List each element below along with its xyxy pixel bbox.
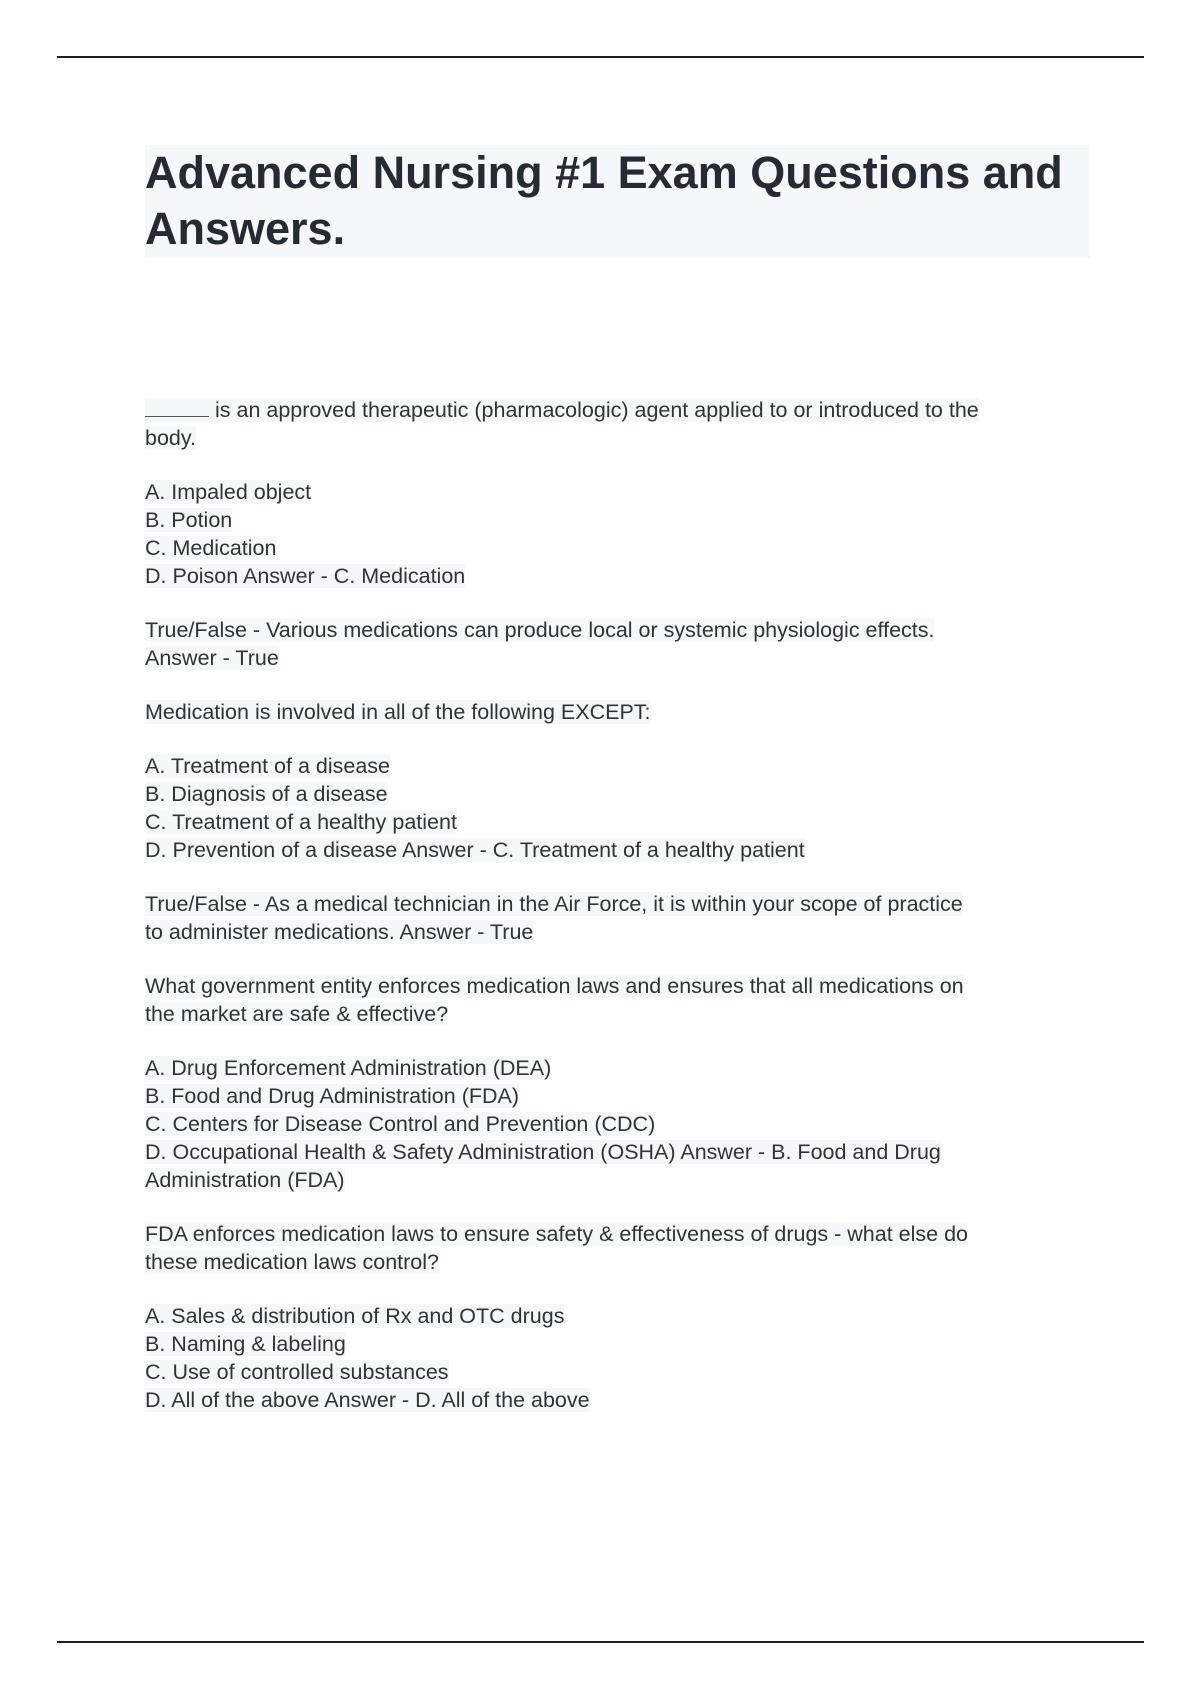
option-c: C. Use of controlled substances	[145, 1360, 449, 1384]
option-b: B. Naming & labeling	[145, 1332, 346, 1356]
option-d-answer: D. Poison Answer - C. Medication	[145, 564, 466, 588]
answer-options	[145, 1054, 1090, 1194]
question-block	[145, 890, 1090, 946]
option-d-answer-cont: Administration (FDA)	[145, 1168, 345, 1192]
option-b: B. Potion	[145, 508, 233, 532]
question-text: is an approved therapeutic (pharmacologic) agent applied to or introduced to the	[215, 398, 979, 422]
qa-list	[145, 396, 1090, 1414]
question-block	[145, 616, 1090, 672]
answer-text: to administer medications. Answer - True	[145, 920, 534, 944]
bottom-rule	[57, 1641, 1144, 1643]
option-a: A. Treatment of a disease	[145, 754, 390, 778]
option-c: C. Treatment of a healthy patient	[145, 810, 457, 834]
question-block	[145, 972, 1090, 1028]
answer-options	[145, 752, 1090, 864]
option-b: B. Diagnosis of a disease	[145, 782, 388, 806]
option-d-answer: D. Occupational Health & Safety Administration (OSHA) Answer - B. Food and Drug	[145, 1140, 941, 1164]
question-block	[145, 698, 1090, 726]
option-c: C. Medication	[145, 536, 277, 560]
answer-blank	[145, 398, 209, 417]
option-d-answer: D. All of the above Answer - D. All of the above	[145, 1388, 590, 1412]
option-a: A. Sales & distribution of Rx and OTC drugs	[145, 1304, 565, 1328]
answer-options	[145, 1302, 1090, 1414]
question-block	[145, 1220, 1090, 1276]
question-text: What government entity enforces medication laws and ensures that all medications on	[145, 974, 964, 998]
question-text: True/False - Various medications can produce local or systemic physiologic effects.	[145, 618, 935, 642]
question-text: the market are safe & effective?	[145, 1002, 449, 1026]
document-content	[145, 145, 1090, 1440]
option-b: B. Food and Drug Administration (FDA)	[145, 1084, 520, 1108]
option-c: C. Centers for Disease Control and Prevention (CDC)	[145, 1112, 656, 1136]
question-text: Medication is involved in all of the following EXCEPT:	[145, 700, 651, 724]
option-a: A. Drug Enforcement Administration (DEA)	[145, 1056, 552, 1080]
question-text: FDA enforces medication laws to ensure safety & effectiveness of drugs - what else do	[145, 1222, 968, 1246]
answer-text: Answer - True	[145, 646, 279, 670]
option-d-answer: D. Prevention of a disease Answer - C. Treatment of a healthy patient	[145, 838, 805, 862]
question-text: body.	[145, 426, 196, 450]
title-block	[145, 145, 1090, 258]
option-a: A. Impaled object	[145, 480, 312, 504]
answer-options	[145, 478, 1090, 590]
question-text: these medication laws control?	[145, 1250, 439, 1274]
question-text: True/False - As a medical technician in the Air Force, it is within your scope of practice	[145, 892, 963, 916]
document-title: Advanced Nursing #1 Exam Questions and Answers.	[145, 147, 1063, 254]
question-block	[145, 396, 1090, 452]
top-rule	[57, 56, 1144, 58]
